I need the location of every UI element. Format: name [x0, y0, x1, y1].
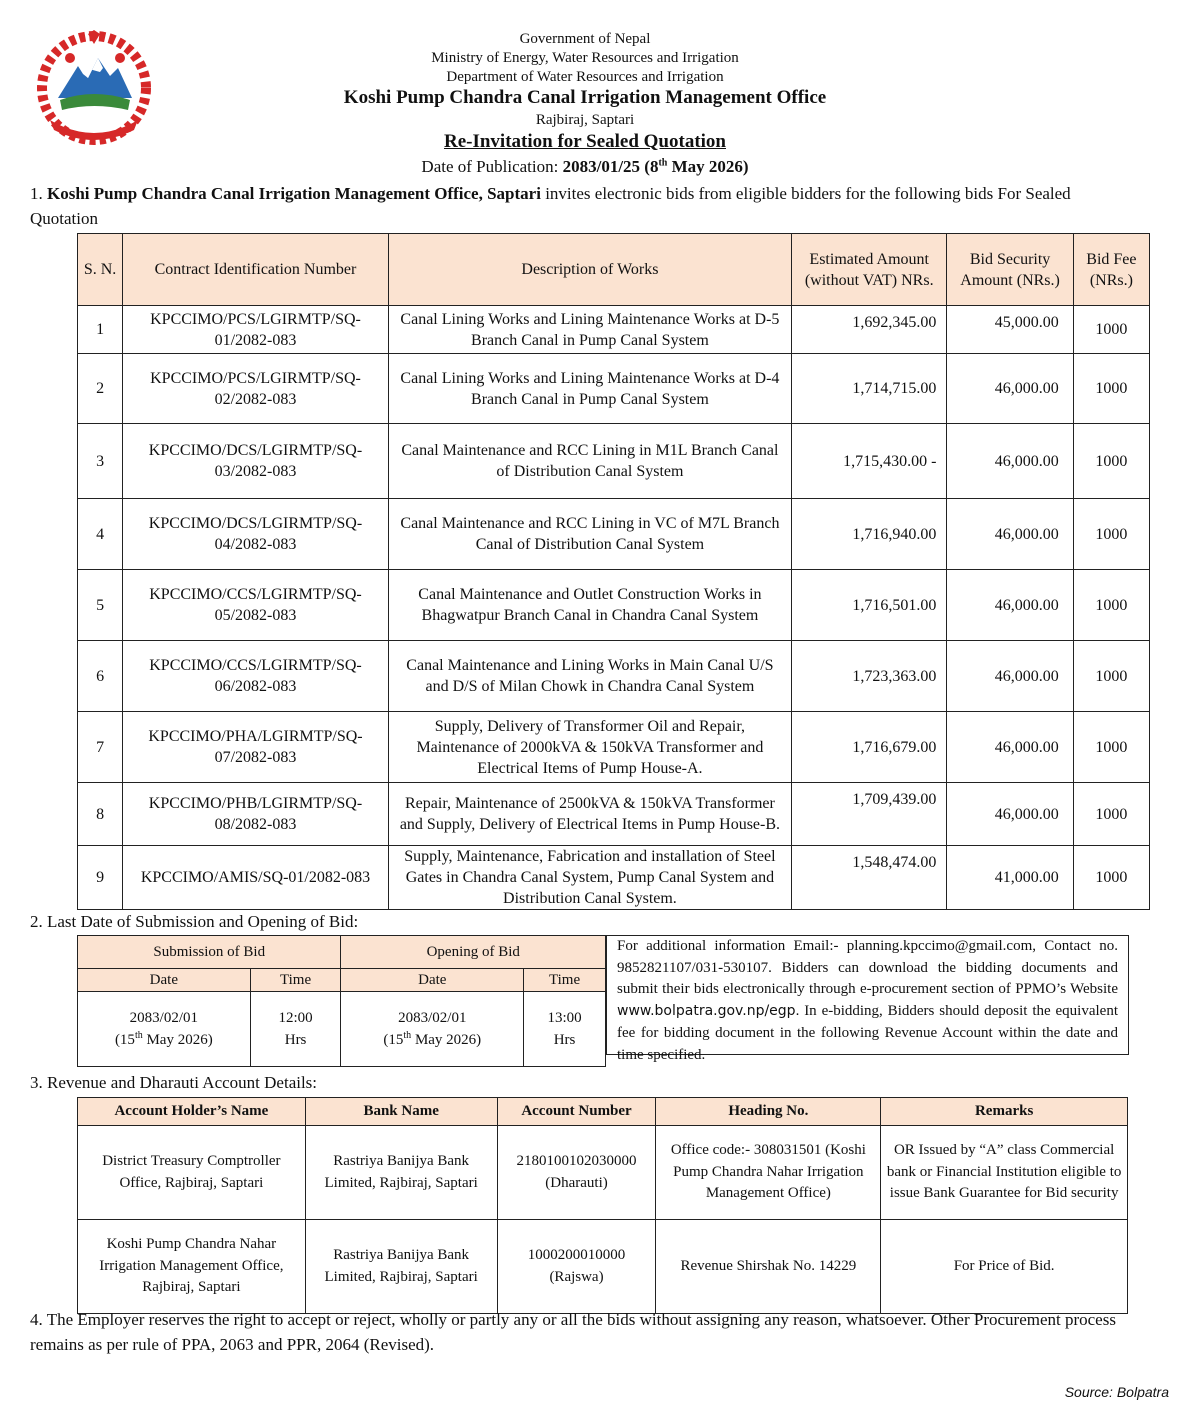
- header-heading-no: Heading No.: [656, 1098, 881, 1126]
- table-row: [78, 1220, 1128, 1314]
- submission-time-header: Time: [250, 969, 341, 992]
- opening-date-header: Date: [341, 969, 524, 992]
- cell-amount: 1,716,940.00: [791, 499, 946, 570]
- cell-security: 46,000.00: [947, 712, 1073, 783]
- cell-sn: 3: [78, 424, 123, 499]
- cell-amount: 1,716,501.00: [791, 570, 946, 641]
- cell-contract-id: KPCCIMO/CCS/LGIRMTP/SQ-05/2082-083: [123, 570, 389, 641]
- section2-heading: 2. Last Date of Submission and Opening of Bid:: [30, 912, 359, 931]
- cell-sn: 6: [78, 641, 123, 712]
- cell-sn: 1: [78, 306, 123, 354]
- opening-time: 13:00 Hrs: [524, 992, 606, 1067]
- office-location: Rajbiraj, Saptari: [535, 112, 635, 128]
- source-credit: Source: Bolpatra: [1064, 1384, 1169, 1400]
- office-name: Koshi Pump Chandra Canal Irrigation Management Office: [343, 87, 827, 108]
- cell-description: Canal Lining Works and Lining Maintenance Works at D-4 Branch Canal in Pump Canal System: [388, 354, 791, 424]
- cell-contract-id: KPCCIMO/PCS/LGIRMTP/SQ-02/2082-083: [123, 354, 389, 424]
- table-row: [78, 1126, 1128, 1220]
- table-row: [78, 846, 1150, 910]
- cell-contract-id: KPCCIMO/DCS/LGIRMTP/SQ-03/2082-083: [123, 424, 389, 499]
- submission-date-header: Date: [78, 969, 251, 992]
- cell-security: 46,000.00: [947, 641, 1073, 712]
- cell-description: Canal Maintenance and Lining Works in Main Canal U/S and D/S of Milan Chowk in Chandra Canal System: [388, 641, 791, 712]
- table-row: [78, 570, 1150, 641]
- header-account-number: Account Number: [497, 1098, 656, 1126]
- cell-security: 46,000.00: [947, 354, 1073, 424]
- cell-contract-id: KPCCIMO/CCS/LGIRMTP/SQ-06/2082-083: [123, 641, 389, 712]
- cell-sn: 5: [78, 570, 123, 641]
- submission-table: [77, 935, 606, 1067]
- cell-security: 45,000.00: [947, 306, 1073, 354]
- opening-date: 2083/02/01 (15th May 2026): [341, 992, 524, 1067]
- cell-description: Canal Maintenance and RCC Lining in VC of M7L Branch Canal of Distribution Canal System: [388, 499, 791, 570]
- publication-date: Date of Publication: 2083/01/25 (8th May 2026): [421, 157, 749, 176]
- nepal-emblem-icon: [30, 28, 158, 146]
- header-bank-name: Bank Name: [305, 1098, 497, 1126]
- govt-line: Government of Nepal: [519, 31, 651, 47]
- cell-sn: 9: [78, 846, 123, 910]
- cell-amount: 1,692,345.00: [791, 306, 946, 354]
- cell-fee: 1000: [1073, 641, 1149, 712]
- cell-contract-id: KPCCIMO/AMIS/SQ-01/2082-083: [123, 846, 389, 910]
- cell-sn: 8: [78, 783, 123, 846]
- cell-remarks: OR Issued by “A” class Commercial bank or Financial Institution eligible to issue Bank Guarantee for Bid security: [881, 1126, 1128, 1220]
- section3-heading: 3. Revenue and Dharauti Account Details:: [30, 1073, 318, 1092]
- cell-sn: 2: [78, 354, 123, 424]
- cell-sn: 4: [78, 499, 123, 570]
- cell-amount: 1,709,439.00: [791, 783, 946, 846]
- bolpatra-link[interactable]: www.bolpatra.gov.np/egp: [617, 1003, 796, 1020]
- table-row: [78, 783, 1150, 846]
- cell-description: Canal Lining Works and Lining Maintenance Works at D-5 Branch Canal in Pump Canal System: [388, 306, 791, 354]
- cell-fee: 1000: [1073, 306, 1149, 354]
- cell-security: 46,000.00: [947, 424, 1073, 499]
- cell-fee: 1000: [1073, 570, 1149, 641]
- cell-account: 2180100102030000 (Dharauti): [497, 1126, 656, 1220]
- table-row: [78, 712, 1150, 783]
- header-description: Description of Works: [388, 234, 791, 306]
- cell-security: 41,000.00: [947, 846, 1073, 910]
- cell-fee: 1000: [1073, 783, 1149, 846]
- section4-paragraph: 4. The Employer reserves the right to accept or reject, wholly or partly any or all the bids without assigning any reason, whatsoever. Other Procurement process remains as per rule of PPA, 2063 and PPR, 2064 (Revised).: [30, 1310, 1116, 1354]
- cell-contract-id: KPCCIMO/PCS/LGIRMTP/SQ-01/2082-083: [123, 306, 389, 354]
- submission-time: 12:00 Hrs: [250, 992, 341, 1067]
- submission-of-bid-header: Submission of Bid: [78, 936, 341, 969]
- cell-holder: District Treasury Comptroller Office, Rajbiraj, Saptari: [78, 1126, 306, 1220]
- cell-security: 46,000.00: [947, 499, 1073, 570]
- cell-heading: Office code:- 308031501 (Koshi Pump Chandra Nahar Irrigation Management Office): [656, 1126, 881, 1220]
- cell-amount: 1,548,474.00: [791, 846, 946, 910]
- header-bid-fee: Bid Fee (NRs.): [1073, 234, 1149, 306]
- bid-table: [77, 233, 1150, 910]
- cell-security: 46,000.00: [947, 783, 1073, 846]
- cell-amount: 1,716,679.00: [791, 712, 946, 783]
- additional-info-box: For additional information Email:- planning.kpccimo@gmail.com, Contact no. 9852821107/031-530107. Bidders can download the bidding documents and submit their bids electronically through e-procurement section of PPMO’s Website www.bolpatra.gov.np/egp. In e-bidding, Bidders should deposit the equivalent fee for bidding document in the following Revenue Account within the date and time specified.: [606, 935, 1129, 1055]
- header-account-holder: Account Holder’s Name: [78, 1098, 306, 1126]
- cell-description: Repair, Maintenance of 2500kVA & 150kVA Transformer and Supply, Delivery of Electrical Items in Pump House-B.: [388, 783, 791, 846]
- header-remarks: Remarks: [881, 1098, 1128, 1126]
- cell-holder: Koshi Pump Chandra Nahar Irrigation Management Office, Rajbiraj, Saptari: [78, 1220, 306, 1314]
- cell-contract-id: KPCCIMO/PHB/LGIRMTP/SQ-08/2082-083: [123, 783, 389, 846]
- header-contract-id: Contract Identification Number: [123, 234, 389, 306]
- header-estimated-amount: Estimated Amount (without VAT) NRs.: [791, 234, 946, 306]
- cell-amount: 1,723,363.00: [791, 641, 946, 712]
- cell-amount: 1,714,715.00: [791, 354, 946, 424]
- cell-description: Canal Maintenance and Outlet Construction Works in Bhagwatpur Branch Canal in Chandra Canal System: [388, 570, 791, 641]
- cell-fee: 1000: [1073, 846, 1149, 910]
- table-row: [78, 424, 1150, 499]
- cell-description: Canal Maintenance and RCC Lining in M1L Branch Canal of Distribution Canal System: [388, 424, 791, 499]
- cell-account: 1000200010000 (Rajswa): [497, 1220, 656, 1314]
- cell-fee: 1000: [1073, 354, 1149, 424]
- bid-table-header: [78, 234, 1150, 306]
- table-row: [78, 354, 1150, 424]
- department-line: Department of Water Resources and Irrigation: [446, 69, 724, 85]
- intro-paragraph: 1. Koshi Pump Chandra Canal Irrigation Management Office, Saptari invites electronic bids from eligible bidders for the following bids For Sealed Quotation: [30, 184, 1071, 228]
- cell-description: Supply, Maintenance, Fabrication and installation of Steel Gates in Chandra Canal System, Pump Canal System and Distribution Canal System.: [388, 846, 791, 910]
- cell-bank: Rastriya Banijya Bank Limited, Rajbiraj, Saptari: [305, 1126, 497, 1220]
- table-row: [78, 306, 1150, 354]
- cell-bank: Rastriya Banijya Bank Limited, Rajbiraj, Saptari: [305, 1220, 497, 1314]
- cell-contract-id: KPCCIMO/PHA/LGIRMTP/SQ-07/2082-083: [123, 712, 389, 783]
- cell-sn: 7: [78, 712, 123, 783]
- submission-date: 2083/02/01 (15th May 2026): [78, 992, 251, 1067]
- cell-fee: 1000: [1073, 712, 1149, 783]
- cell-remarks: For Price of Bid.: [881, 1220, 1128, 1314]
- ministry-line: Ministry of Energy, Water Resources and Irrigation: [431, 50, 739, 66]
- cell-description: Supply, Delivery of Transformer Oil and Repair, Maintenance of 2000kVA & 150kVA Transformer and Electrical Items of Pump House-A.: [388, 712, 791, 783]
- cell-amount: 1,715,430.00 -: [791, 424, 946, 499]
- cell-heading: Revenue Shirshak No. 14229: [656, 1220, 881, 1314]
- header-bid-security: Bid Security Amount (NRs.): [947, 234, 1073, 306]
- notice-title: Re-Invitation for Sealed Quotation: [443, 131, 726, 152]
- account-table: [77, 1097, 1128, 1314]
- table-row: [78, 499, 1150, 570]
- table-row: [78, 641, 1150, 712]
- opening-of-bid-header: Opening of Bid: [341, 936, 606, 969]
- header-sn: S. N.: [78, 234, 123, 306]
- cell-contract-id: KPCCIMO/DCS/LGIRMTP/SQ-04/2082-083: [123, 499, 389, 570]
- cell-fee: 1000: [1073, 499, 1149, 570]
- cell-fee: 1000: [1073, 424, 1149, 499]
- cell-security: 46,000.00: [947, 570, 1073, 641]
- opening-time-header: Time: [524, 969, 606, 992]
